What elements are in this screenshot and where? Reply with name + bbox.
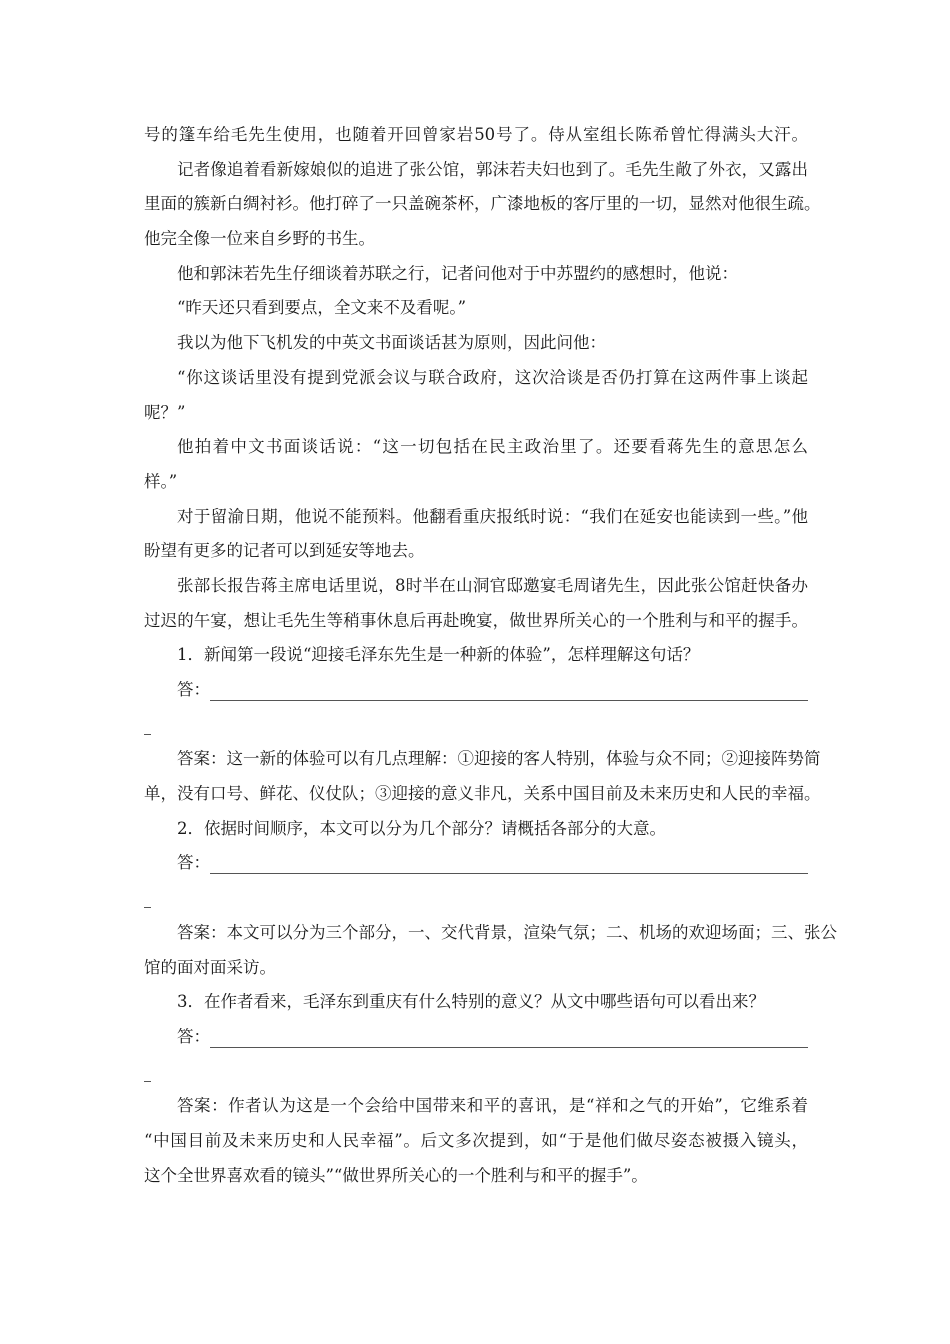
text-line: 样。” — [144, 471, 178, 491]
answer-field-2[interactable] — [144, 846, 808, 881]
answer-field-3[interactable] — [144, 1020, 808, 1055]
quote-line: “昨天还只看到要点，全文来不及看呢。” — [177, 298, 467, 318]
text-line: 我以为他下飞机发的中英文书面谈话甚为原则，因此问他： — [177, 333, 606, 353]
answer-underline — [210, 700, 808, 701]
text-line: 他拍着中文书面谈话说：“这一切包括在民主政治里了。还要看蒋先生的意思怎么 — [177, 437, 808, 457]
answer-prompt: 答： — [177, 853, 210, 873]
text-line: 里面的簇新白绸衬衫。他打碎了一只盖碗茶杯，广漆地板的客厅里的一切，显然对他很生疏。 — [144, 194, 821, 214]
text-line: 张部长报告蒋主席电话里说，8时半在山洞官邸邀宴毛周诸先生，因此张公馆赶快备办 — [177, 575, 808, 595]
answer-text-3: 答案：作者认为这是一个会给中国带来和平的喜讯，是“祥和之气的开始”，它维系着 — [177, 1096, 808, 1116]
answer-continuation — [144, 881, 808, 916]
quote-line: 呢？” — [144, 402, 186, 422]
answer-text-3: 这个全世界喜欢看的镜头”“做世界所关心的一个胜利与和平的握手”。 — [144, 1165, 648, 1185]
text-line: 对于留渝日期，他说不能预料。他翻看重庆报纸时说：“我们在延安也能读到一些。”他 — [177, 506, 808, 526]
article-body — [144, 118, 837, 1193]
underline-stub — [144, 907, 151, 908]
answer-text-2: 馆的面对面采访。 — [144, 957, 276, 977]
underline-stub — [144, 1081, 151, 1082]
text-line: 盼望有更多的记者可以到延安等地去。 — [144, 541, 425, 561]
answer-underline — [210, 873, 808, 874]
answer-text-3: “中国目前及未来历史和人民幸福”。后文多次提到，如“于是他们做尽姿态被摄入镜头， — [144, 1130, 808, 1150]
text-line: 他和郭沫若先生仔细谈着苏联之行，记者问他对于中苏盟约的感想时，他说： — [177, 263, 738, 283]
text-line: 记者像追着看新嫁娘似的追进了张公馆，郭沫若夫妇也到了。毛先生敞了外衣，又露出 — [177, 159, 808, 179]
question-3: 3．在作者看来，毛泽东到重庆有什么特别的意义？从文中哪些语句可以看出来？ — [177, 992, 765, 1012]
answer-prompt: 答： — [177, 1026, 210, 1046]
answer-field-1[interactable] — [144, 673, 808, 708]
text-line: 号的篷车给毛先生使用，也随着开回曾家岩50号了。侍从室组长陈希曾忙得满头大汗。 — [144, 125, 808, 144]
answer-text-1: 答案：这一新的体验可以有几点理解：①迎接的客人特别，体验与众不同；②迎接阵势简 — [177, 749, 821, 769]
text-line: 他完全像一位来自乡野的书生。 — [144, 229, 375, 249]
question-2: 2．依据时间顺序，本文可以分为几个部分？请概括各部分的大意。 — [177, 818, 666, 838]
answer-text-1: 单，没有口号、鲜花、仪仗队；③迎接的意义非凡，关系中国目前及未来历史和人民的幸福。 — [144, 784, 821, 804]
answer-prompt: 答： — [177, 680, 210, 699]
quote-line: “你这谈话里没有提到党派会议与联合政府，这次洽谈是否仍打算在这两件事上谈起 — [177, 367, 808, 387]
answer-continuation — [144, 708, 808, 743]
answer-underline — [210, 1047, 808, 1048]
text-line: 过迟的午宴，想让毛先生等稍事休息后再赴晚宴，做世界所关心的一个胜利与和平的握手。 — [144, 610, 808, 630]
underline-stub — [144, 734, 151, 735]
question-1: 1．新闻第一段说“迎接毛泽东先生是一种新的体验”，怎样理解这句话？ — [177, 645, 700, 665]
answer-text-2: 答案：本文可以分为三个部分，一、交代背景，渲染气氛；二、机场的欢迎场面；三、张公 — [177, 922, 837, 942]
answer-continuation — [144, 1055, 808, 1090]
